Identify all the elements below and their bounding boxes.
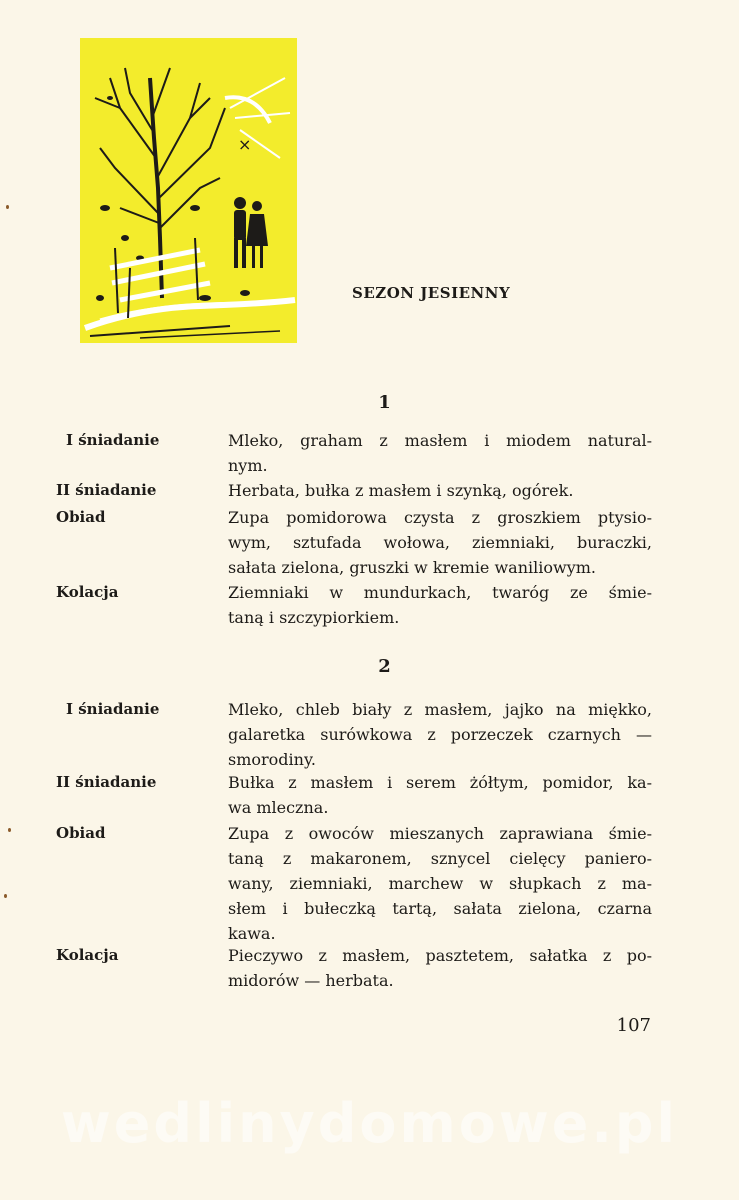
menu-number: 1 — [378, 392, 391, 413]
dish-line: wym, sztufada wołowa, ziemniaki, buraczki, — [228, 533, 652, 552]
dish-line: wany, ziemniaki, marchew w słupkach z ma- — [228, 874, 652, 893]
meal-description — [228, 697, 652, 772]
meal-description — [228, 770, 652, 820]
meal-name: II śniadanie — [56, 481, 157, 499]
dish-line: sałata zielona, gruszki w kremie waniliowym. — [228, 558, 596, 577]
meal-name: I śniadanie — [66, 700, 160, 718]
tree-bench-couple-drawing — [80, 38, 297, 343]
dish-line: Ziemniaki w mundurkach, twaróg ze śmie- — [228, 583, 652, 602]
dish-line: taną z makaronem, sznycel cielęcy paniero- — [228, 849, 652, 868]
meal-name: Kolacja — [56, 946, 119, 964]
season-title: SEZON JESIENNY — [352, 284, 511, 302]
dish-line: galaretka surówkowa z porzeczek czarnych — — [228, 725, 652, 744]
page-number: 107 — [616, 1015, 651, 1036]
dish-line: Zupa pomidorowa czysta z groszkiem ptysio- — [228, 508, 652, 527]
meal-description — [228, 478, 652, 503]
meal-name: Obiad — [56, 824, 106, 842]
paper-speck — [4, 894, 7, 898]
autumn-park-illustration — [80, 38, 297, 343]
paper-speck — [6, 205, 9, 209]
dish-line: Zupa z owoców mieszanych zaprawiana śmie- — [228, 824, 652, 843]
svg-text:×: × — [238, 135, 252, 154]
dish-line: smorodiny. — [228, 750, 316, 769]
dish-line: Bułka z masłem i serem żółtym, pomidor, ka- — [228, 773, 652, 792]
dish-line: taną i szczypiorkiem. — [228, 608, 400, 627]
paper-speck — [8, 828, 11, 832]
meal-description — [228, 428, 652, 478]
meal-description — [228, 580, 652, 630]
watermark: wedlinydomowe.pl — [60, 1092, 679, 1155]
meal-description — [228, 821, 652, 946]
dish-line: Herbata, bułka z masłem i szynką, ogórek. — [228, 481, 574, 500]
meal-name: I śniadanie — [66, 431, 160, 449]
meal-name: II śniadanie — [56, 773, 157, 791]
dish-line: Pieczywo z masłem, pasztetem, sałatka z po- — [228, 946, 652, 965]
meal-name: Obiad — [56, 508, 106, 526]
menu-number: 2 — [378, 656, 391, 677]
meal-name: Kolacja — [56, 583, 119, 601]
dish-line: Mleko, graham z masłem i miodem natural- — [228, 431, 652, 450]
dish-line: kawa. — [228, 924, 276, 943]
dish-line: wa mleczna. — [228, 798, 329, 817]
dish-line: słem i bułeczką tartą, sałata zielona, czarna — [228, 899, 652, 918]
meal-description — [228, 505, 652, 580]
dish-line: Mleko, chleb biały z masłem, jajko na miękko, — [228, 700, 652, 719]
dish-line: midorów — herbata. — [228, 971, 394, 990]
meal-description — [228, 943, 652, 993]
dish-line: nym. — [228, 456, 268, 475]
